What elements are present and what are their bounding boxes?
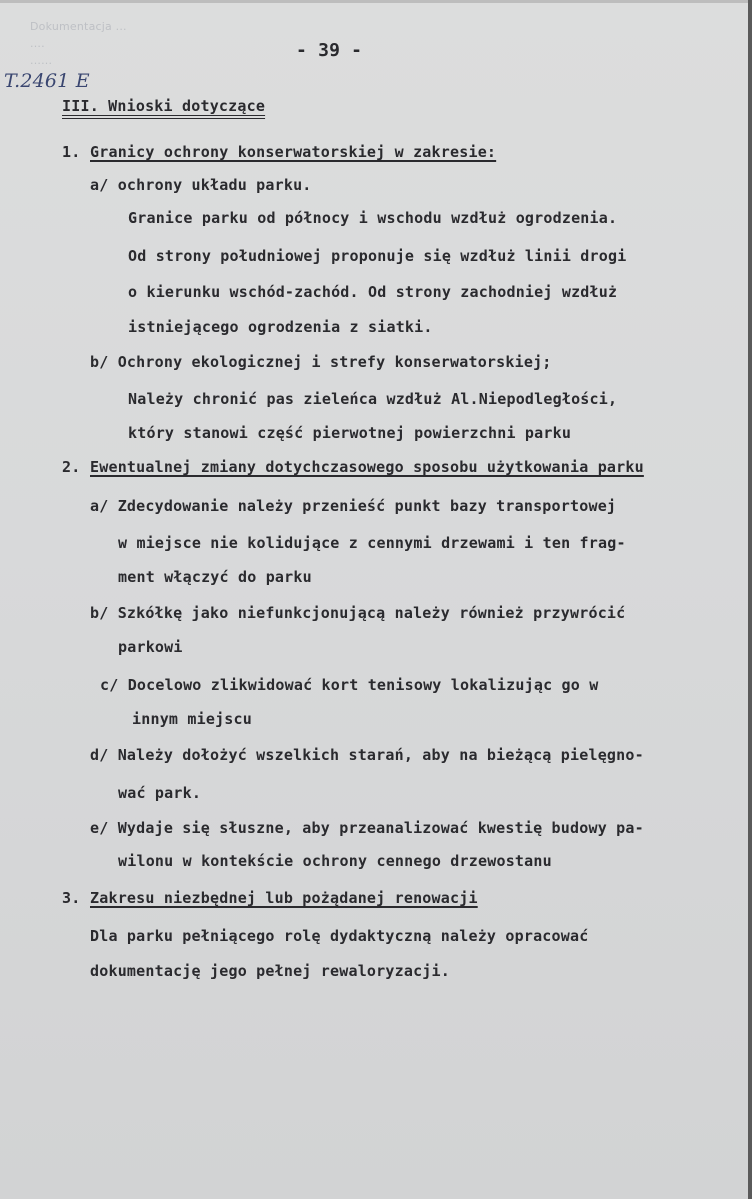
- item1-a-label: a/ ochrony układu parku.: [90, 176, 312, 194]
- page-number: - 39 -: [296, 40, 363, 61]
- page-right-edge: [748, 0, 752, 1199]
- section-heading: III. Wnioski dotyczące: [62, 97, 266, 115]
- item2-line: b/ Szkółkę jako niefunkcjonującą należy również przywrócić: [90, 604, 626, 622]
- item2-line: wać park.: [118, 784, 202, 802]
- item2-line: ment włączyć do parku: [118, 568, 312, 586]
- item1-b-line: Należy chronić pas zieleńca wzdłuż Al.Niepodległości,: [128, 390, 618, 408]
- item1-a-line: Od strony południowej proponuje się wzdłuż linii drogi: [128, 247, 627, 265]
- item3-line: dokumentację jego pełnej rewaloryzacji.: [90, 962, 450, 980]
- item1-b-line: który stanowi część pierwotnej powierzchni parku: [128, 424, 572, 442]
- item1-a-line: istniejącego ogrodzenia z siatki.: [128, 318, 433, 336]
- item2-line: e/ Wydaje się słuszne, aby przeanalizować kwestię budowy pa-: [90, 819, 644, 837]
- item1-a-line: o kierunku wschód-zachód. Od strony zachodniej wzdłuż: [128, 283, 618, 301]
- item2-number: 2.: [62, 458, 81, 476]
- item2-line: parkowi: [118, 638, 183, 656]
- item2-line: w miejsce nie kolidujące z cennymi drzewami i ten frag-: [118, 534, 626, 552]
- item3-line: Dla parku pełniącego rolę dydaktyczną należy opracować: [90, 927, 589, 945]
- item1-a-line: Granice parku od północy i wschodu wzdłuż ogrodzenia.: [128, 209, 618, 227]
- handwritten-reference: T.2461 E: [4, 70, 90, 92]
- item2-line: wilonu w kontekście ochrony cennego drzewostanu: [118, 852, 552, 870]
- page-top-edge: [0, 0, 752, 3]
- faded-stamp: Dokumentacja ... .... ......: [30, 20, 127, 67]
- item3-number: 3.: [62, 889, 81, 907]
- item2-line: innym miejscu: [132, 710, 252, 728]
- item1-b-label: b/ Ochrony ekologicznej i strefy konserwatorskiej;: [90, 353, 552, 371]
- item2-line: a/ Zdecydowanie należy przenieść punkt bazy transportowej: [90, 497, 617, 515]
- item3-title: Zakresu niezbędnej lub pożądanej renowacji: [90, 889, 478, 907]
- item1-number: 1.: [62, 143, 81, 161]
- item2-title: Ewentualnej zmiany dotychczasowego sposobu użytkowania parku: [90, 458, 644, 476]
- item2-line: d/ Należy dołożyć wszelkich starań, aby na bieżącą pielęgno-: [90, 746, 644, 764]
- item2-line: c/ Docelowo zlikwidować kort tenisowy lokalizując go w: [100, 676, 599, 694]
- item1-title: Granicy ochrony konserwatorskiej w zakresie:: [90, 143, 497, 161]
